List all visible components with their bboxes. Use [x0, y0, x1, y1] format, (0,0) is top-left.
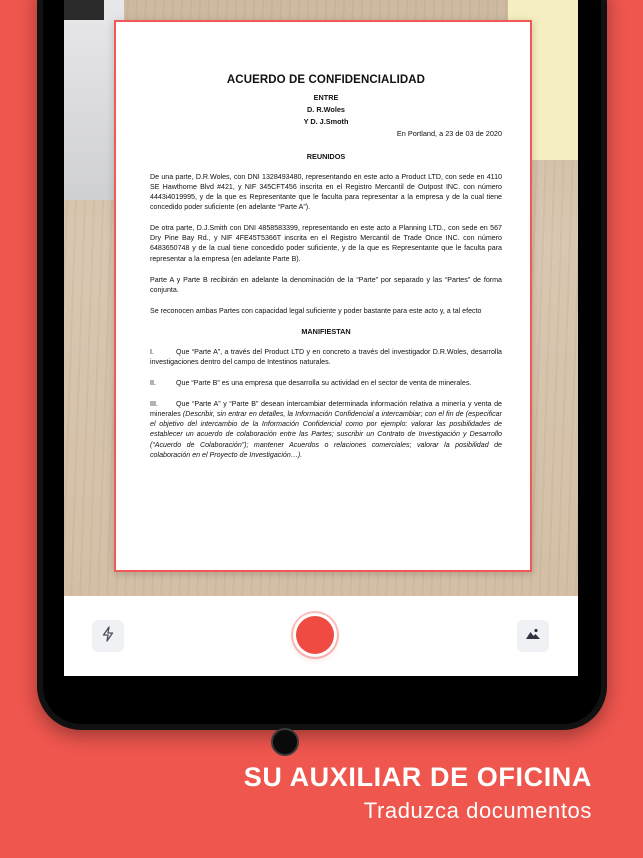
document-party-2: Y D. J.Smoth	[303, 116, 349, 126]
list-item-2-text: Que “Parte B” es una empresa que desarrolla su actividad en el sector de venta de minerales.	[176, 379, 472, 388]
paragraph-capacity: Se reconocen ambas Partes con capacidad legal suficiente y poder bastante para este acto y, a tal efecto	[150, 306, 482, 315]
camera-toolbar	[64, 596, 578, 676]
document-title: ACUERDO DE CONFIDENCIALIDAD	[226, 74, 426, 86]
list-item-1-text: Que “Parte A”, a través del Product LTD y en concreto a través del investigador D.R.Woles, desarrolla investigaciones dentro del campo de Intestinos naturales.	[150, 348, 502, 367]
promo-headline: SU AUXILIAR DE OFICINA	[243, 762, 592, 792]
paragraph-parties: Parte A y Parte B recibirán en adelante la denominación de la “Parte” por separado y las “Partes” de forma conjunta.	[150, 275, 502, 294]
list-item-3-italic: (Describir, sin entrar en detalles, la Información Confidencial a intercambiar; con el fin de (especificar el objetivo del intercambio de la Información Confidencial como por ejemplo: valorar las posibilidades de establecer un acuerdo de colaboración entre las Partes; suscribir un Contrato de Investigación y Desarrollo (“Acuerdo de Colaboración”); mantener Acuerdos o relaciones comerciales; valorar la posibilidad de colaboración en el Proyecto de Investigación…).	[150, 410, 502, 459]
paragraph-party-a: De una parte, D.R.Woles, con DNI 1328493480, representando en este acto a Product LTD, con sede en 4110 SE Hawthorne Blvd #421, y NIF 345CFT456 inscrita en el Registro Mercantil de Outpost INC. con número 4443i4019995, y de la que es Representante que le faculta para representar a la empresa y de la cual tiene concedido poder suficiente (en adelante “Parte A”).	[150, 173, 502, 212]
home-button[interactable]	[271, 728, 299, 756]
scanned-document[interactable]	[114, 20, 532, 572]
camera-viewfinder	[64, 0, 578, 596]
list-item-1-number: I.	[150, 348, 154, 357]
list-item-2-number: II.	[150, 379, 156, 388]
gallery-button[interactable]	[517, 620, 549, 652]
flash-button[interactable]	[92, 620, 124, 652]
promo-subline: Traduzca documentos	[363, 798, 592, 823]
shutter-button[interactable]	[296, 616, 334, 654]
list-item-2	[150, 378, 502, 388]
document-date-place: En Portland, a 23 de 03 de 2020	[396, 129, 502, 139]
list-item-3-number: III.	[150, 400, 158, 409]
background-laptop-screen	[64, 0, 104, 20]
document-party-1: D. R.Woles	[307, 105, 345, 114]
section-reunidos: REUNIDOS	[306, 151, 346, 161]
section-manifiestan: MANIFIESTAN	[301, 326, 351, 336]
list-item-1	[150, 347, 502, 367]
gallery-icon	[525, 627, 541, 646]
document-between: ENTRE	[313, 93, 339, 103]
list-item-3	[150, 399, 502, 459]
app-screen	[64, 0, 578, 676]
list-item-3-text: Que “Parte A” y “Parte B” desean intercambiar determinada información relativa a minería y venta de minerales	[150, 400, 502, 419]
document-content	[150, 72, 502, 471]
flash-icon	[101, 626, 115, 647]
paragraph-party-b: De otra parte, D.J.Smith con DNI 4858583399, representando en este acto a Planning LTD., con sede en 567 Dry Pine Bay Rd., y NIF 4FE45T5366T inscrita en el Registro Mercantil de Trade Once INC. con número 6483650748 y de la cual tiene concedido poder suficiente, y de la que es Representante que le faculta para representar a la empresa (en adelante Parte B).	[150, 224, 502, 263]
